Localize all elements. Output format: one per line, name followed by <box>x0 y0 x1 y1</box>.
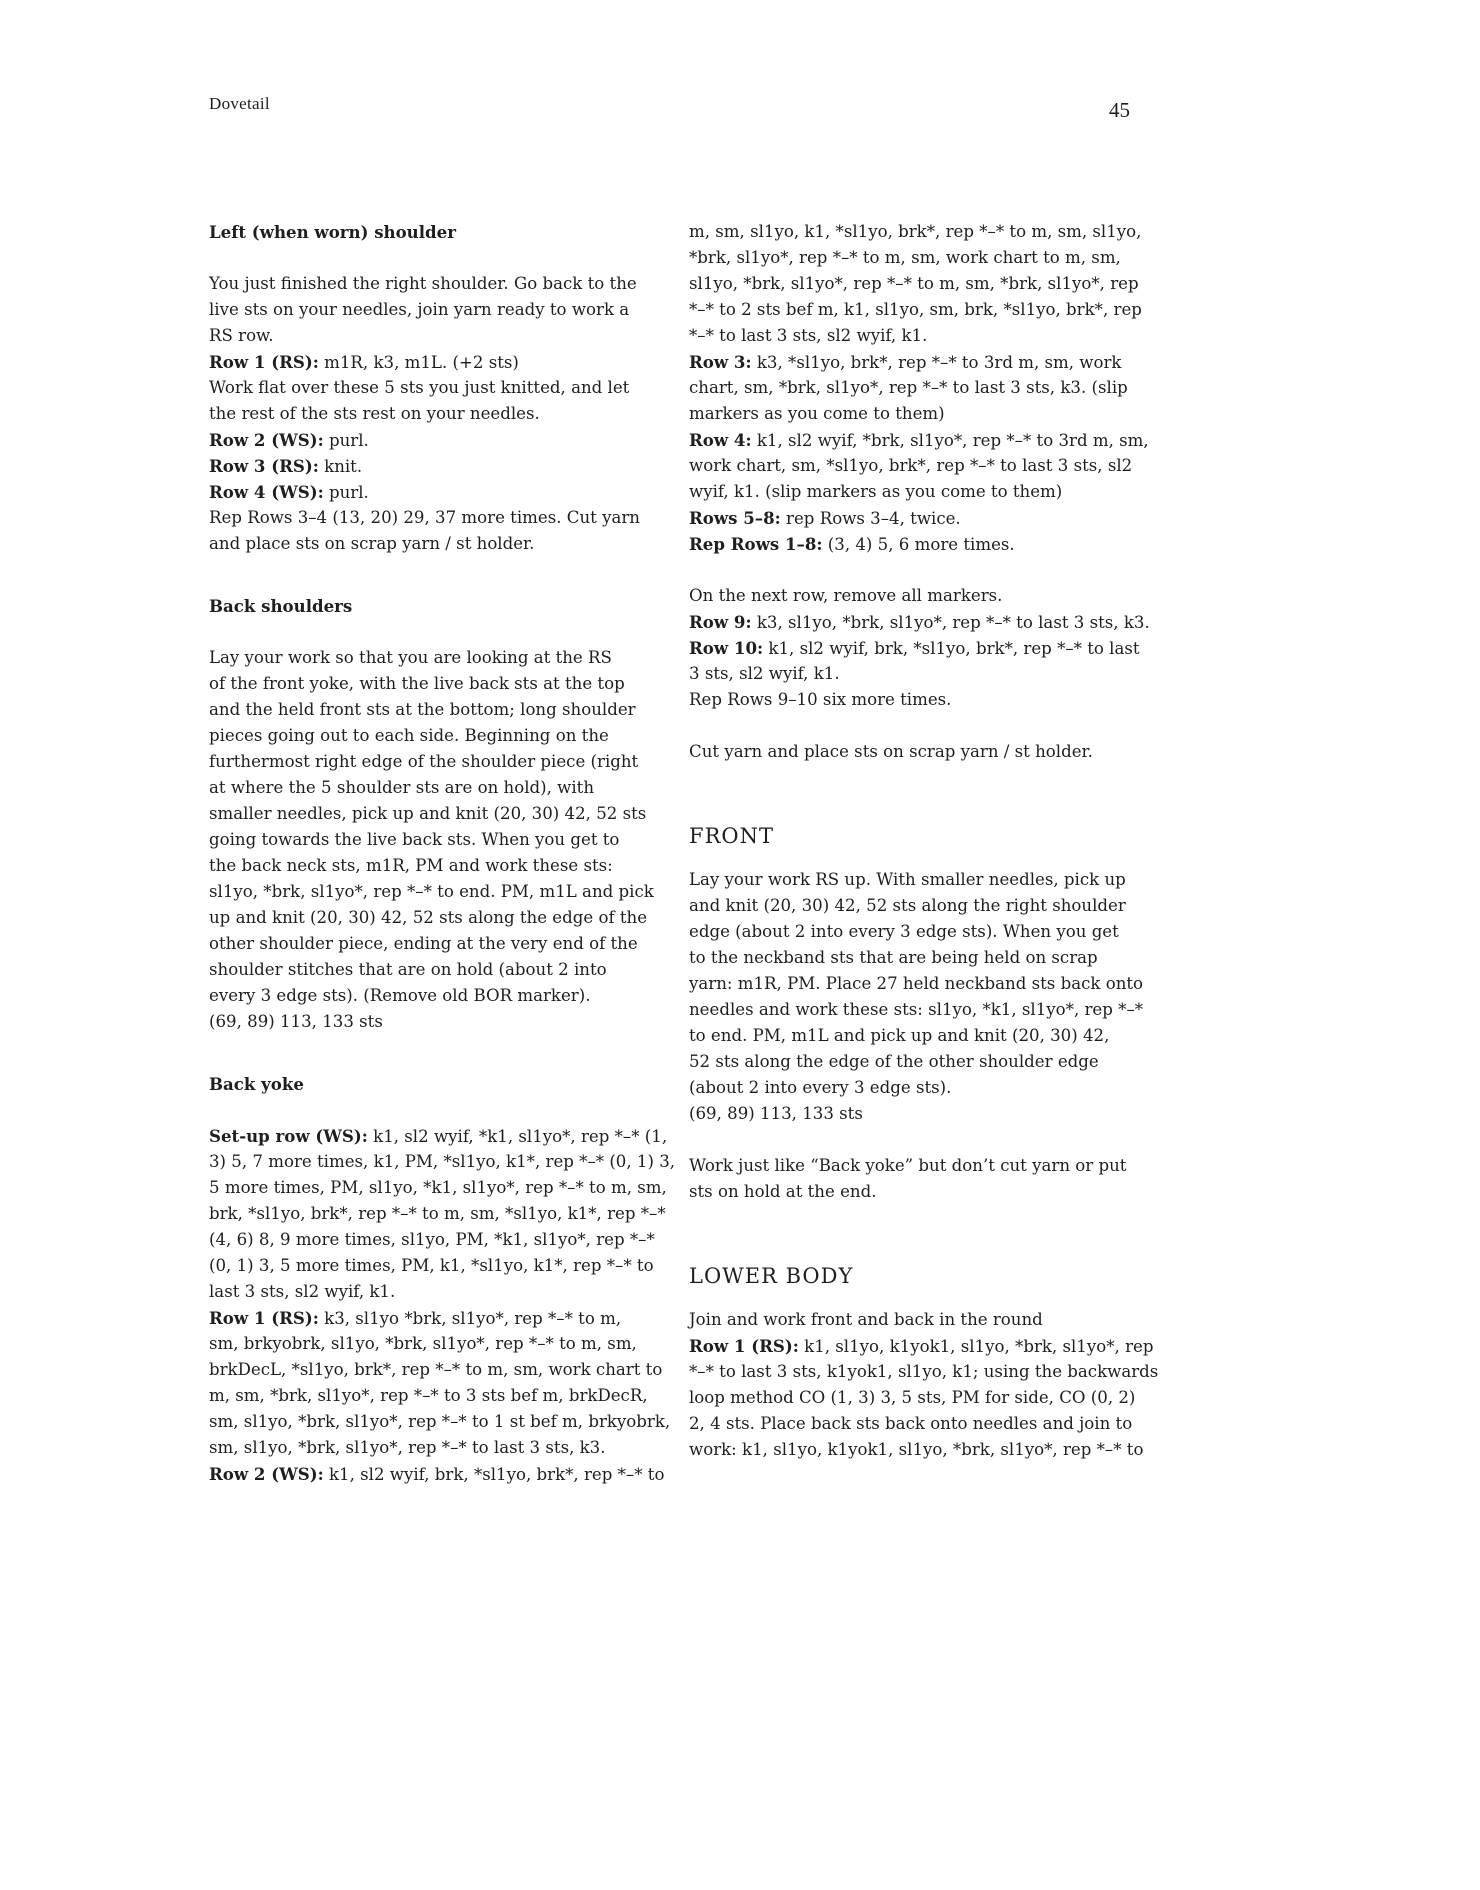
line-text: to the neckband sts that are being held on scrap <box>689 948 1098 967</box>
text-line <box>689 1307 1137 1333</box>
text-line <box>689 1359 1159 1385</box>
text-line <box>689 1075 1137 1101</box>
line-text: m, sm, sl1yo, k1, *sl1yo, brk*, rep *–* to m, sm, sl1yo, <box>689 222 1142 241</box>
line-text: sm, brkyobrk, sl1yo, *brk, sl1yo*, rep *–* to m, sm, <box>209 1334 637 1353</box>
line-text: purl. <box>323 483 369 502</box>
text-line <box>689 893 1137 919</box>
line-text: *–* to last 3 sts, sl2 wyif, k1. <box>689 326 928 345</box>
text-line <box>689 1333 1154 1359</box>
row-label: Rows 5–8: <box>689 508 781 528</box>
text-line <box>689 1437 1144 1463</box>
text-line <box>209 671 655 697</box>
text-line <box>209 775 655 801</box>
text-line <box>209 531 655 557</box>
line-text: Work flat over these 5 sts you just knitted, and let <box>209 378 630 397</box>
paragraph-spacer <box>209 1097 655 1123</box>
line-text: Cut yarn and place sts on scrap yarn / st holder. <box>689 742 1093 761</box>
line-text: k3, *sl1yo, brk*, rep *–* to 3rd m, sm, work <box>751 353 1122 372</box>
line-text: brkDecL, *sl1yo, brk*, rep *–* to m, sm, work chart to <box>209 1360 663 1379</box>
line-text: (3, 4) 5, 6 more times. <box>822 535 1015 554</box>
row-label: Row 3 (RS): <box>209 456 319 476</box>
line-text: 5 more times, PM, sl1yo, *k1, sl1yo*, rep *–* to m, sm, <box>209 1178 667 1197</box>
line-text: *–* to last 3 sts, k1yok1, sl1yo, k1; using the backwards <box>689 1362 1159 1381</box>
line-text: wyif, k1. (slip markers as you come to them) <box>689 482 1063 501</box>
text-line <box>689 583 1137 609</box>
subsection-heading: Back yoke <box>209 1074 304 1094</box>
text-line <box>209 723 655 749</box>
line-text: and knit (20, 30) 42, 52 sts along the right shoulder <box>689 896 1126 915</box>
row-label: Set-up row (WS): <box>209 1126 368 1146</box>
line-text: yarn: m1R, PM. Place 27 held neckband sts back onto <box>689 974 1144 993</box>
line-text: furthermost right edge of the shoulder piece (right <box>209 752 639 771</box>
line-text: needles and work these sts: sl1yo, *k1, sl1yo*, rep *–* <box>689 1000 1144 1019</box>
paragraph-spacer <box>209 619 655 645</box>
text-line <box>689 1101 1137 1127</box>
line-text: k3, sl1yo *brk, sl1yo*, rep *–* to m, <box>318 1309 622 1328</box>
line-text: 2, 4 sts. Place back sts back onto needles and join to <box>689 1414 1133 1433</box>
line-text: to end. PM, m1L and pick up and knit (20, 30) 42, <box>689 1026 1110 1045</box>
text-line <box>209 801 655 827</box>
line-text: k1, sl2 wyif, *k1, sl1yo*, rep *–* (1, <box>367 1127 668 1146</box>
text-line <box>209 1279 655 1305</box>
line-text: Rep Rows 3–4 (13, 20) 29, 37 more times. Cut yarn <box>209 508 640 527</box>
text-line <box>689 635 1140 661</box>
section-title: LOWER BODY <box>689 1264 854 1288</box>
text-line <box>689 919 1137 945</box>
text-line <box>209 1331 655 1357</box>
line-text: sl1yo, *brk, sl1yo*, rep *–* to end. PM, m1L and pick <box>209 882 654 901</box>
line-text: 3 sts, sl2 wyif, k1. <box>689 664 840 683</box>
text-line <box>209 1383 655 1409</box>
text-line <box>689 945 1137 971</box>
line-text: smaller needles, pick up and knit (20, 30) 42, 52 sts <box>209 804 647 823</box>
text-line <box>689 375 1137 401</box>
row-label: Row 1 (RS): <box>209 352 319 372</box>
line-text: (about 2 into every 3 edge sts). <box>689 1078 952 1097</box>
line-text: work: k1, sl1yo, k1yok1, sl1yo, *brk, sl1yo*, rep *–* to <box>689 1440 1144 1459</box>
running-title: Dovetail <box>209 94 270 113</box>
line-text: Join and work front and back in the round <box>689 1310 1043 1329</box>
text-line <box>209 349 655 375</box>
line-text: 3) 5, 7 more times, k1, PM, *sl1yo, k1*, rep *–* (0, 1) 3, <box>209 1152 676 1171</box>
line-text: (69, 89) 113, 133 sts <box>209 1012 383 1031</box>
text-line <box>209 401 655 427</box>
text-line <box>209 827 655 853</box>
text-line <box>209 479 655 505</box>
text-line <box>209 1227 655 1253</box>
paragraph-spacer <box>689 1127 1137 1153</box>
line-text: k1, sl2 wyif, brk, *sl1yo, brk*, rep *–* to <box>323 1465 665 1484</box>
text-line <box>209 1435 655 1461</box>
text-line <box>689 997 1144 1023</box>
row-label: Row 4: <box>689 430 752 450</box>
line-text: RS row. <box>209 326 274 345</box>
line-text: (0, 1) 3, 5 more times, PM, k1, *sl1yo, k1*, rep *–* to <box>209 1256 654 1275</box>
text-line <box>689 1385 1137 1411</box>
text-line <box>209 1305 655 1331</box>
subsection-heading: Left (when worn) shoulder <box>209 222 456 242</box>
subsection-heading: Back shoulders <box>209 596 353 616</box>
paragraph-spacer <box>689 557 1137 583</box>
text-line <box>209 1201 666 1227</box>
text-line <box>689 323 1137 349</box>
line-text: loop method CO (1, 3) 3, 5 sts, PM for side, CO (0, 2) <box>689 1388 1136 1407</box>
section-title: FRONT <box>689 824 774 848</box>
text-line <box>209 297 655 323</box>
paragraph-spacer <box>209 245 655 271</box>
text-line <box>689 1153 1137 1179</box>
line-text: chart, sm, *brk, sl1yo*, rep *–* to last 3 sts, k3. (slip <box>689 378 1128 397</box>
text-line <box>209 1123 668 1149</box>
page-number: 45 <box>1109 98 1130 122</box>
text-line <box>209 905 655 931</box>
text-line <box>689 687 1137 713</box>
line-text: *brk, sl1yo*, rep *–* to m, sm, work chart to m, sm, <box>689 248 1121 267</box>
text-line <box>209 749 655 775</box>
line-text: 52 sts along the edge of the other shoulder edge <box>689 1052 1099 1071</box>
text-line <box>209 271 655 297</box>
text-line <box>689 1049 1137 1075</box>
text-line <box>209 453 655 479</box>
text-line <box>209 323 655 349</box>
text-line <box>689 453 1137 479</box>
line-text: markers as you come to them) <box>689 404 945 423</box>
line-text: Work just like “Back yoke” but don’t cut yarn or put <box>689 1156 1127 1175</box>
text-line <box>209 697 655 723</box>
text-line <box>209 879 655 905</box>
line-text: Lay your work RS up. With smaller needles, pick up <box>689 870 1126 889</box>
text-line <box>689 609 1150 635</box>
section-spacer <box>689 1205 1137 1241</box>
row-label: Row 1 (RS): <box>689 1336 799 1356</box>
text-line <box>689 245 1137 271</box>
text-line <box>209 1009 655 1035</box>
row-label: Row 2 (WS): <box>209 430 324 450</box>
text-line <box>689 271 1137 297</box>
text-line <box>689 661 1137 687</box>
text-line <box>209 1253 655 1279</box>
text-line <box>689 297 1142 323</box>
text-line <box>209 427 655 453</box>
text-line <box>689 1179 1137 1205</box>
line-text: of the front yoke, with the live back sts at the top <box>209 674 625 693</box>
text-line <box>689 739 1137 765</box>
line-text: sm, sl1yo, *brk, sl1yo*, rep *–* to 1 st bef m, brkyobrk, <box>209 1412 671 1431</box>
line-text: (69, 89) 113, 133 sts <box>689 1104 863 1123</box>
text-line <box>209 957 655 983</box>
line-text: work chart, sm, *sl1yo, brk*, rep *–* to last 3 sts, sl2 <box>689 456 1133 475</box>
text-line <box>689 427 1149 453</box>
text-line <box>689 479 1137 505</box>
right-column <box>689 219 1159 1463</box>
line-text: going towards the live back sts. When you get to <box>209 830 620 849</box>
line-text: k1, sl2 wyif, *brk, sl1yo*, rep *–* to 3rd m, sm, <box>751 431 1149 450</box>
line-text: up and knit (20, 30) 42, 52 sts along the edge of the <box>209 908 648 927</box>
text-line <box>209 1149 676 1175</box>
text-line <box>209 1175 667 1201</box>
line-text: m, sm, *brk, sl1yo*, rep *–* to 3 sts bef m, brkDecR, <box>209 1386 648 1405</box>
line-text: *–* to 2 sts bef m, k1, sl1yo, sm, brk, *sl1yo, brk*, rep <box>689 300 1142 319</box>
line-text: at where the 5 shoulder sts are on hold), with <box>209 778 595 797</box>
text-line <box>689 349 1137 375</box>
line-text: sl1yo, *brk, sl1yo*, rep *–* to m, sm, *brk, sl1yo*, rep <box>689 274 1139 293</box>
text-line <box>209 853 655 879</box>
line-text: k1, sl1yo, k1yok1, sl1yo, *brk, sl1yo*, rep <box>798 1337 1154 1356</box>
line-text: sts on hold at the end. <box>689 1182 877 1201</box>
section-spacer <box>209 1035 655 1071</box>
line-text: You just finished the right shoulder. Go back to the <box>209 274 637 293</box>
line-text: purl. <box>323 431 369 450</box>
text-line <box>689 219 1142 245</box>
text-line <box>209 505 655 531</box>
row-label: Rep Rows 1–8: <box>689 534 823 554</box>
section-spacer <box>689 765 1137 801</box>
line-text: live sts on your needles, join yarn ready to work a <box>209 300 630 319</box>
line-text: and place sts on scrap yarn / st holder. <box>209 534 535 553</box>
row-label: Row 1 (RS): <box>209 1308 319 1328</box>
line-text: Rep Rows 9–10 six more times. <box>689 690 952 709</box>
text-line <box>689 1411 1137 1437</box>
line-text: rep Rows 3–4, twice. <box>780 509 961 528</box>
text-line <box>689 401 1137 427</box>
left-column <box>209 219 676 1487</box>
line-text: every 3 edge sts). (Remove old BOR marker). <box>209 986 591 1005</box>
text-line <box>689 867 1137 893</box>
line-text: edge (about 2 into every 3 edge sts). When you get <box>689 922 1119 941</box>
row-label: Row 3: <box>689 352 752 372</box>
text-line <box>209 1357 663 1383</box>
line-text: other shoulder piece, ending at the very end of the <box>209 934 638 953</box>
text-line <box>209 645 655 671</box>
line-text: knit. <box>318 457 363 476</box>
text-line <box>209 1409 671 1435</box>
line-text: sm, sl1yo, *brk, sl1yo*, rep *–* to last 3 sts, k3. <box>209 1438 606 1457</box>
line-text: shoulder stitches that are on hold (about 2 into <box>209 960 607 979</box>
text-line <box>689 531 1137 557</box>
line-text: the back neck sts, m1R, PM and work these sts: <box>209 856 613 875</box>
text-line <box>209 931 655 957</box>
row-label: Row 10: <box>689 638 764 658</box>
paragraph-spacer <box>689 713 1137 739</box>
text-line <box>689 505 1137 531</box>
line-text: k3, sl1yo, *brk, sl1yo*, rep *–* to last 3 sts, k3. <box>751 613 1150 632</box>
text-line <box>689 1023 1137 1049</box>
line-text: brk, *sl1yo, brk*, rep *–* to m, sm, *sl1yo, k1*, rep *–* <box>209 1204 666 1223</box>
line-text: last 3 sts, sl2 wyif, k1. <box>209 1282 396 1301</box>
line-text: and the held front sts at the bottom; long shoulder <box>209 700 636 719</box>
row-label: Row 2 (WS): <box>209 1464 324 1484</box>
line-text: pieces going out to each side. Beginning on the <box>209 726 609 745</box>
row-label: Row 9: <box>689 612 752 632</box>
text-line <box>209 1461 665 1487</box>
text-line <box>689 971 1144 997</box>
line-text: On the next row, remove all markers. <box>689 586 1003 605</box>
row-label: Row 4 (WS): <box>209 482 324 502</box>
line-text: (4, 6) 8, 9 more times, sl1yo, PM, *k1, sl1yo*, rep *–* <box>209 1230 655 1249</box>
section-spacer <box>209 557 655 593</box>
text-line <box>209 375 655 401</box>
line-text: the rest of the sts rest on your needles. <box>209 404 540 423</box>
text-line <box>209 983 655 1009</box>
line-text: k1, sl2 wyif, brk, *sl1yo, brk*, rep *–* to last <box>763 639 1140 658</box>
line-text: Lay your work so that you are looking at the RS <box>209 648 612 667</box>
line-text: m1R, k3, m1L. (+2 sts) <box>318 353 519 372</box>
